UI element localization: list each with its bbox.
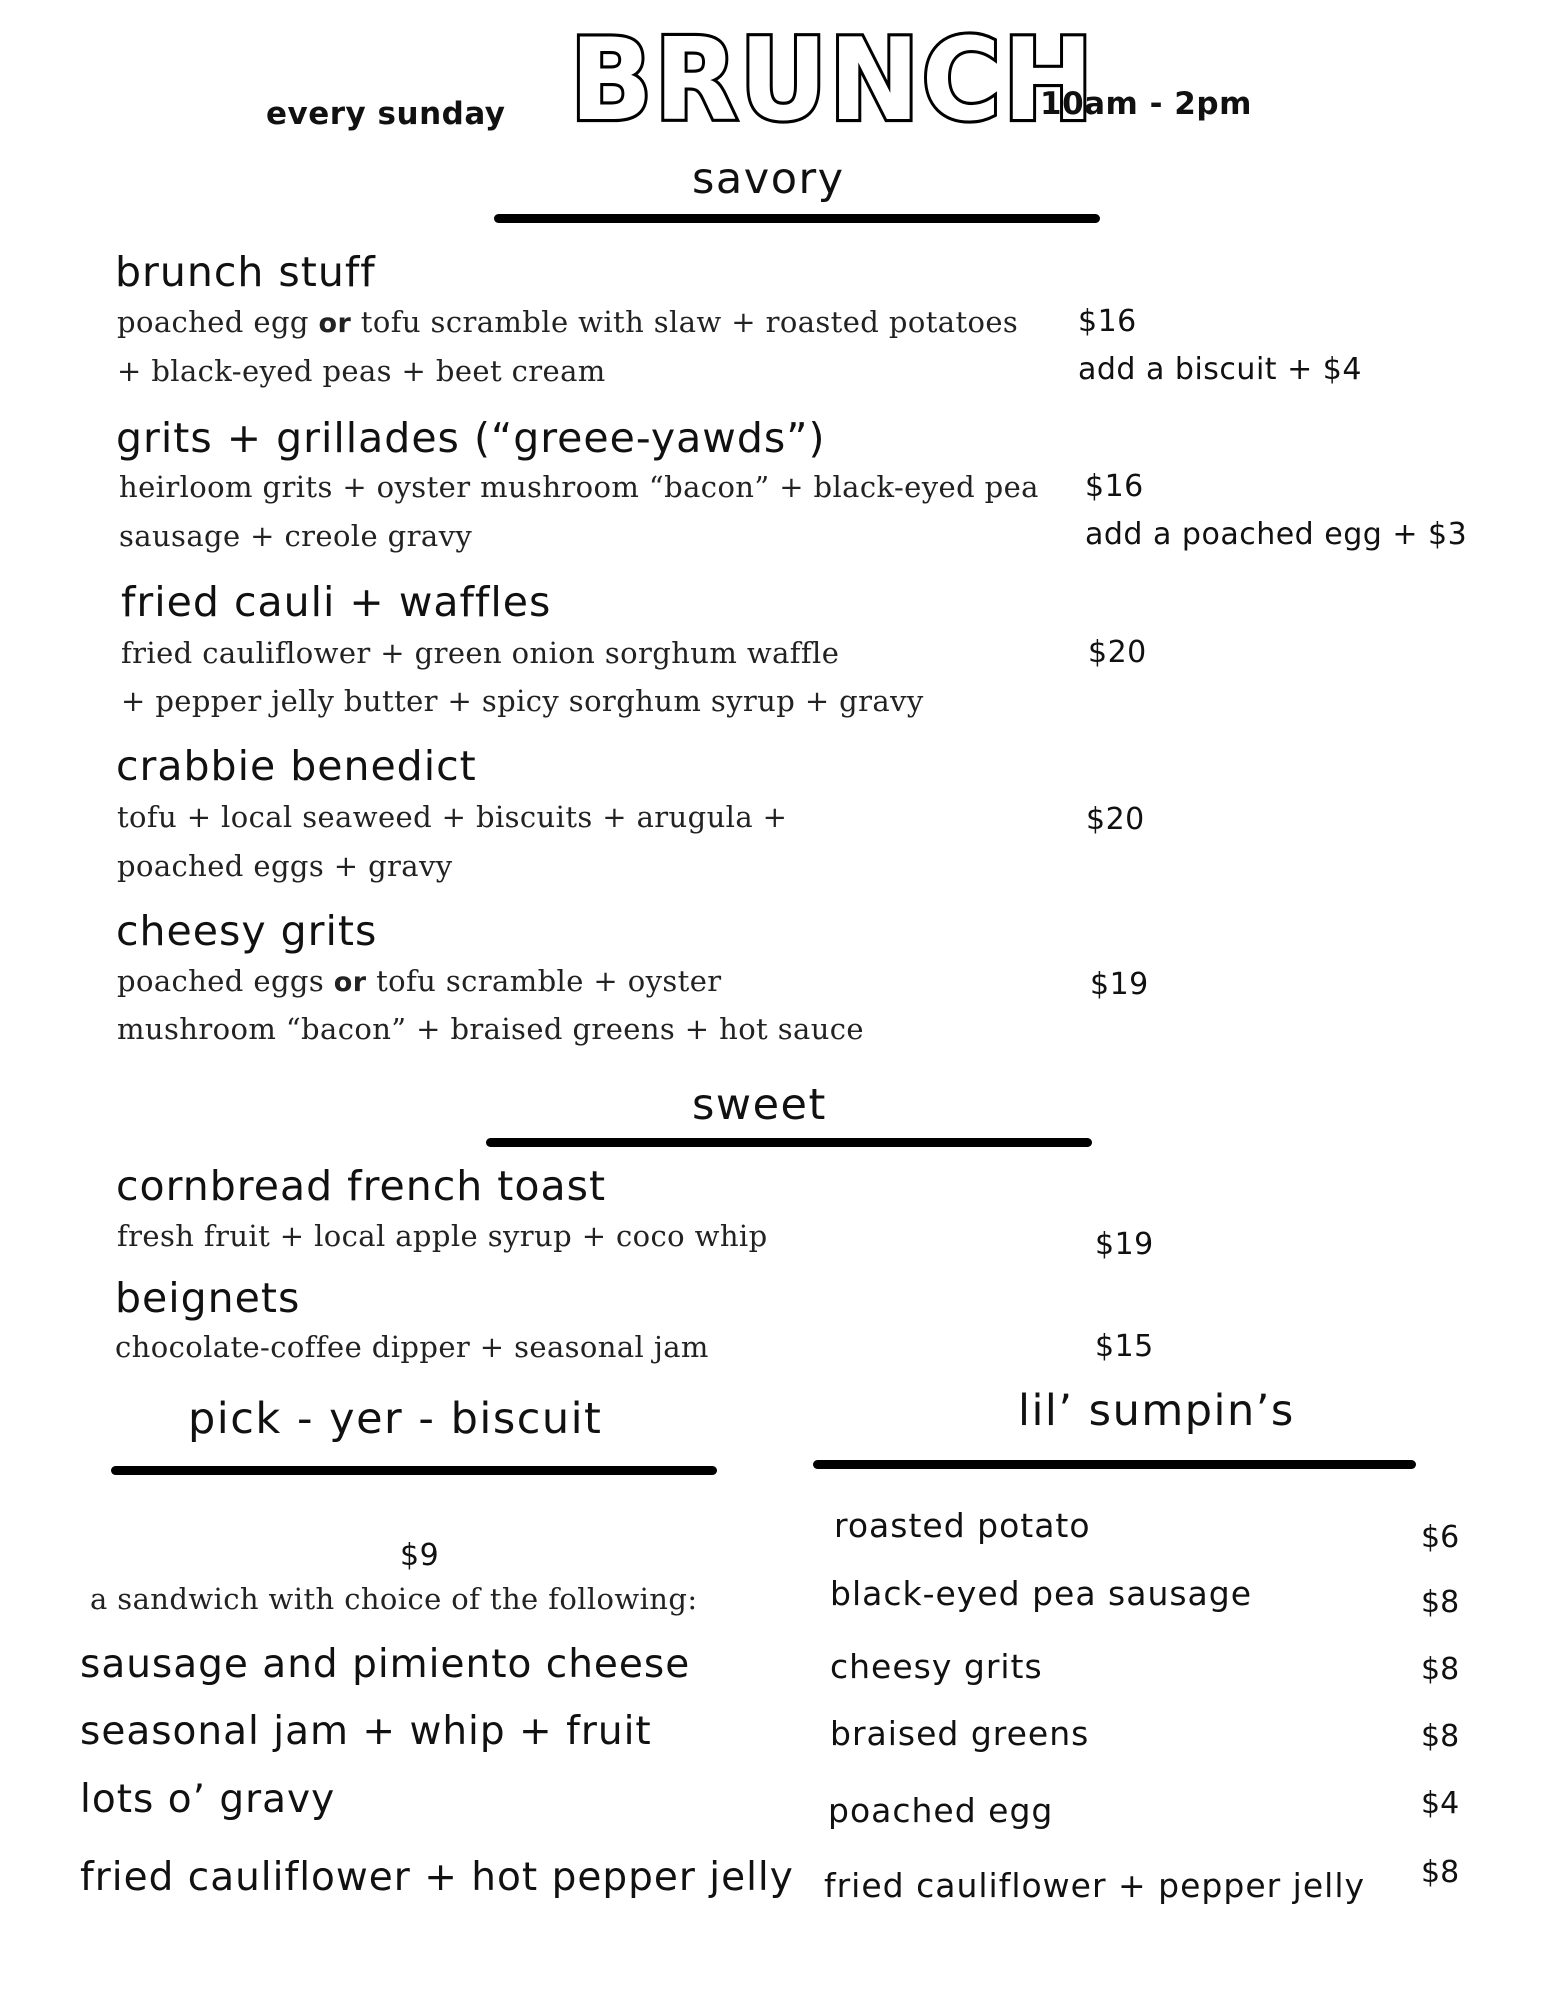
- item-title: grits + grillades (“greee-yawds”): [116, 414, 826, 462]
- item-description-line-1: heirloom grits + oyster mushroom “bacon” + black-eyed pea: [119, 470, 1039, 504]
- item-description-line-1: fresh fruit + local apple syrup + coco whip: [117, 1219, 768, 1253]
- biscuit-price: $9: [400, 1538, 440, 1573]
- item-description-line-2: + black-eyed peas + beet cream: [117, 354, 606, 388]
- item-description-line-1: tofu + local seaweed + biscuits + arugula +: [117, 800, 788, 834]
- item-price: $20: [1086, 802, 1145, 837]
- item-description-line-1: fried cauliflower + green onion sorghum waffle: [121, 636, 840, 670]
- item-price: $15: [1095, 1329, 1154, 1364]
- schedule-hours: 10am - 2pm: [1040, 86, 1252, 122]
- biscuit-choice: fried cauliflower + hot pepper jelly: [80, 1855, 794, 1900]
- side-price: $6: [1421, 1520, 1460, 1555]
- side-name: cheesy grits: [830, 1647, 1043, 1686]
- schedule-day: every sunday: [266, 96, 506, 132]
- item-title: fried cauli + waffles: [121, 578, 552, 626]
- side-name: poached egg: [828, 1791, 1054, 1830]
- item-addon: add a biscuit + $4: [1078, 352, 1362, 387]
- sides-divider: [813, 1460, 1416, 1469]
- side-price: $8: [1421, 1719, 1460, 1754]
- item-price: $16: [1085, 469, 1144, 504]
- side-price: $8: [1421, 1652, 1460, 1687]
- section-title-sweet: sweet: [692, 1080, 827, 1130]
- item-description-line-2: mushroom “bacon” + braised greens + hot sauce: [117, 1012, 864, 1046]
- item-title: brunch stuff: [115, 248, 376, 296]
- side-price: $8: [1421, 1585, 1460, 1620]
- item-description-line-2: + pepper jelly butter + spicy sorghum syrup + gravy: [121, 684, 924, 718]
- item-title: cornbread french toast: [116, 1162, 607, 1210]
- item-price: $16: [1078, 304, 1137, 339]
- item-description-line-1: chocolate-coffee dipper + seasonal jam: [115, 1330, 709, 1364]
- section-title-sides: lil’ sumpin’s: [1018, 1386, 1295, 1436]
- biscuit-choice: lots o’ gravy: [80, 1777, 336, 1822]
- item-title: crabbie benedict: [116, 742, 477, 790]
- side-price: $4: [1421, 1786, 1460, 1821]
- item-price: $19: [1090, 967, 1149, 1002]
- biscuit-divider: [111, 1466, 717, 1475]
- item-title: cheesy grits: [116, 907, 378, 955]
- side-name: braised greens: [830, 1714, 1090, 1753]
- sweet-divider: [486, 1138, 1092, 1147]
- item-description-line-2: sausage + creole gravy: [119, 519, 473, 553]
- item-description-line-1: poached eggs or tofu scramble + oyster: [117, 964, 722, 998]
- savory-divider: [494, 214, 1100, 223]
- item-price: $19: [1095, 1227, 1154, 1262]
- biscuit-choice: sausage and pimiento cheese: [80, 1642, 691, 1687]
- side-name: fried cauliflower + pepper jelly: [824, 1866, 1366, 1905]
- item-description-line-2: poached eggs + gravy: [117, 849, 453, 883]
- section-title-savory: savory: [692, 154, 845, 204]
- side-price: $8: [1421, 1855, 1460, 1890]
- section-title-biscuit: pick - yer - biscuit: [188, 1394, 603, 1444]
- brunch-logo: BRUNCH: [570, 14, 1096, 147]
- item-title: beignets: [115, 1274, 301, 1322]
- biscuit-choice: seasonal jam + whip + fruit: [80, 1709, 652, 1754]
- side-name: roasted potato: [834, 1506, 1091, 1545]
- item-price: $20: [1088, 635, 1147, 670]
- item-description-line-1: poached egg or tofu scramble with slaw + roasted potatoes: [117, 305, 1019, 339]
- item-addon: add a poached egg + $3: [1085, 517, 1468, 552]
- biscuit-intro: a sandwich with choice of the following:: [90, 1582, 698, 1616]
- side-name: black-eyed pea sausage: [830, 1574, 1253, 1613]
